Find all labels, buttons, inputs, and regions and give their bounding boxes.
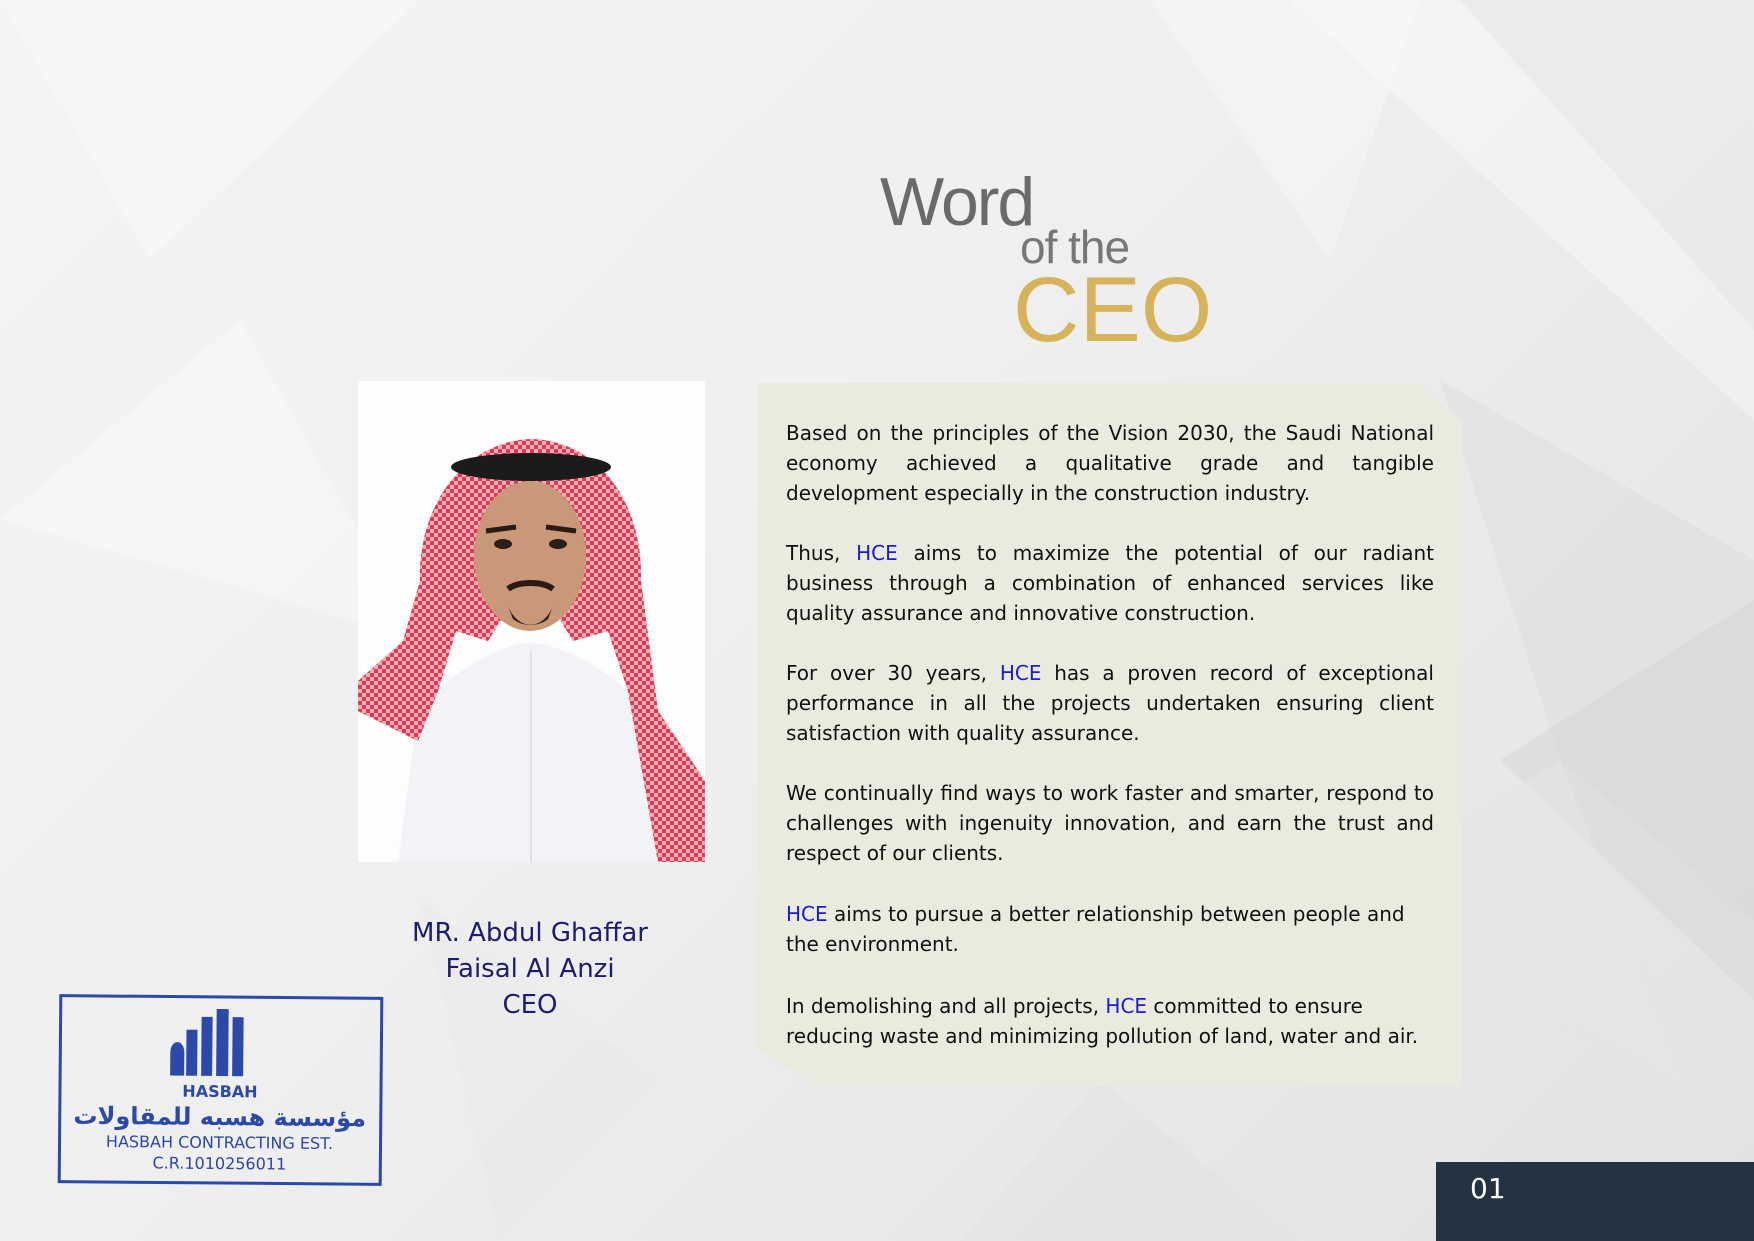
- title-of-the: of the: [1020, 221, 1130, 273]
- page-title: [880, 164, 1240, 361]
- company-stamp: [57, 994, 384, 1187]
- paragraph-30-years: [786, 658, 1434, 748]
- hce-highlight: HCE: [1105, 994, 1148, 1018]
- title-ceo: CEO: [1013, 259, 1213, 361]
- ceo-name-line1: MR. Abdul Ghaffar: [412, 918, 648, 948]
- title-word: Word: [880, 164, 1034, 240]
- paragraph-text: aims to pursue a better relationship between people and the environment.: [786, 902, 1405, 956]
- paragraph-text: Based on the principles of the Vision 2030, the Saudi National economy achieved a qualitative grade and tangible development especially in the construction industry.: [786, 421, 1434, 505]
- paragraph-faster: [786, 778, 1434, 868]
- ceo-title: CEO: [502, 990, 558, 1020]
- page-number: 01: [1470, 1172, 1506, 1205]
- stamp-full-name: HASBAH CONTRACTING EST.: [105, 1132, 334, 1153]
- hce-highlight: HCE: [786, 902, 828, 926]
- hce-highlight: HCE: [856, 541, 898, 565]
- hce-highlight: HCE: [999, 661, 1042, 685]
- paragraph-demolishing: [786, 991, 1426, 1051]
- page-number-footer: [1436, 1162, 1754, 1241]
- paragraph-text: In demolishing and all projects,: [786, 994, 1106, 1018]
- ceo-name-block: [360, 915, 700, 1023]
- paragraph-text: committed to ensure reducing waste and minimizing pollution of land, water and air.: [786, 994, 1419, 1048]
- paragraph-text: has a proven record of exceptional performance in all the projects undertaken ensuring client satisfaction with quality assurance.: [786, 661, 1434, 745]
- paragraph-text: For over 30 years,: [786, 661, 1000, 685]
- hasbah-logo-icon: [170, 1009, 244, 1077]
- paragraph-text: Thus,: [786, 541, 857, 565]
- paragraph-vision: [786, 418, 1434, 508]
- paragraph-text: We continually find ways to work faster and smarter, respond to challenges with ingenuity innovation, and earn the trust and respect of our clients.: [786, 781, 1434, 865]
- paragraph-text: aims to maximize the potential of our radiant business through a combination of enhanced services like quality assurance and innovative construction.: [786, 541, 1435, 625]
- stamp-name-ar: مؤسسة هسبه للمقاولات: [73, 1101, 367, 1133]
- paragraph-maximize: [786, 538, 1434, 628]
- ceo-name-line2: Faisal Al Anzi: [445, 954, 615, 984]
- paragraph-environment: [786, 899, 1406, 959]
- ceo-portrait-photo: [358, 381, 705, 862]
- stamp-cr-number: C.R.1010256011: [152, 1153, 287, 1174]
- stamp-name-en: HASBAH: [182, 1081, 258, 1102]
